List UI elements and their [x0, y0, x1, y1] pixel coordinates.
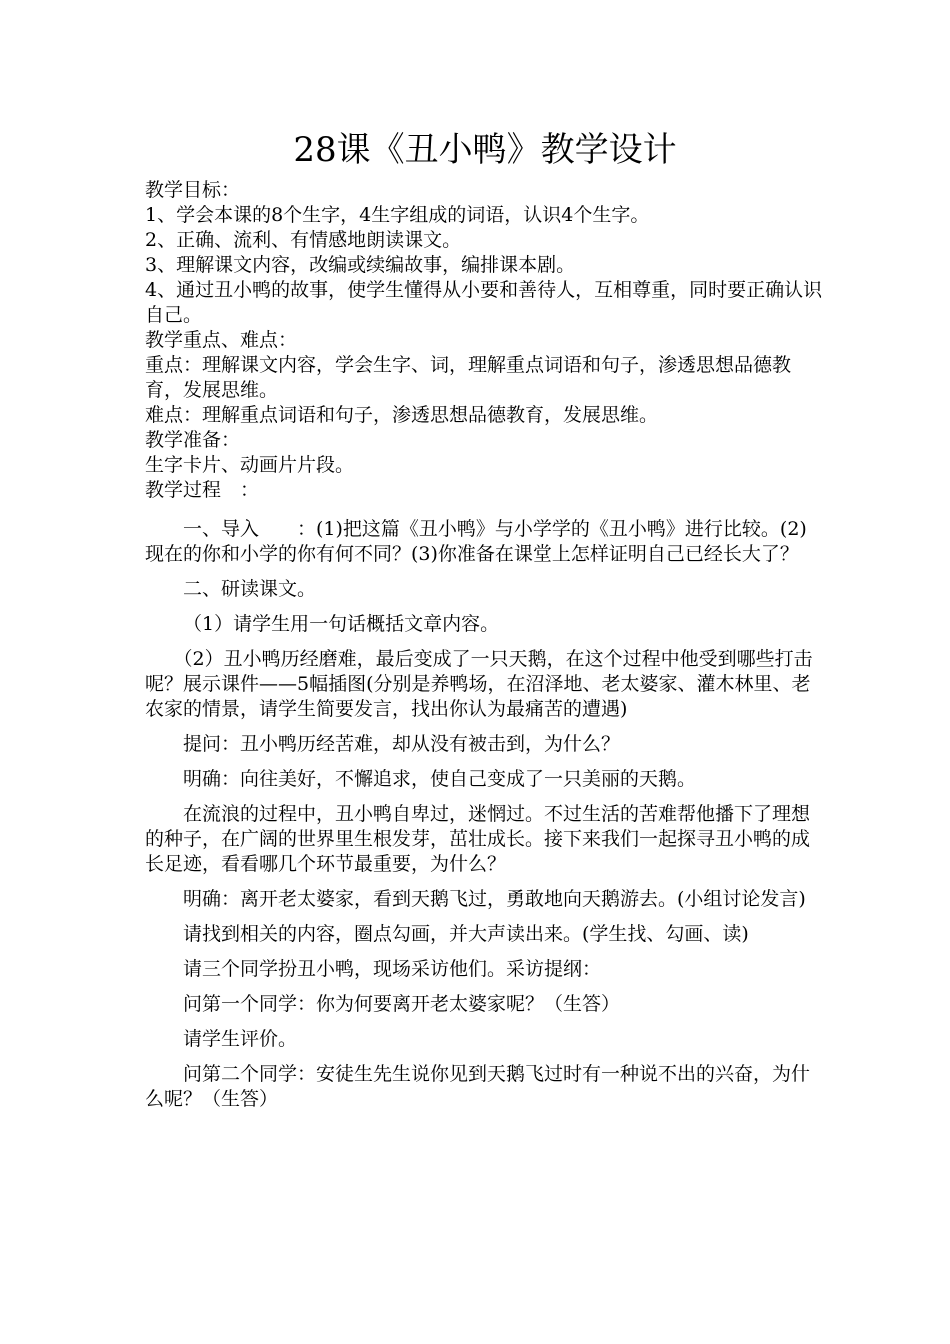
process-paragraph: （1）请学生用一句话概括文章内容。 [183, 613, 500, 635]
process-paragraph: 请学生评价。 [183, 1028, 298, 1050]
objective-item: 3、理解课文内容，改编或续编故事，编排课本剧。 [145, 254, 576, 276]
objectives-heading: 教学目标： [145, 179, 241, 201]
process-paragraph: 问第二个同学：安徒生先生说你见到天鹅飞过时有一种说不出的兴奋，为什么呢？（生答） [145, 1063, 811, 1110]
document-title: 28课《丑小鸭》教学设计 [293, 130, 677, 170]
prep-text: 生字卡片、动画片片段。 [145, 454, 355, 476]
prep-heading: 教学准备： [145, 429, 241, 451]
process-paragraph: 明确：向往美好，不懈追求，使自己变成了一只美丽的天鹅。 [183, 768, 697, 790]
document-page [145, 128, 825, 1112]
process-paragraph: 在流浪的过程中，丑小鸭自卑过，迷惘过。不过生活的苦难帮他播下了理想的种子，在广阔的世界里生根发芽，茁壮成长。接下来我们一起探寻丑小鸭的成长足迹，看看哪几个环节最重要，为什么？ [145, 803, 811, 875]
process-paragraph: 一、导入 ：(1)把这篇《丑小鸭》与小学学的《丑小鸭》进行比较。(2)现在的你和小学的你有何不同？(3)你准备在课堂上怎样证明自己已经长大了？ [145, 518, 807, 565]
keypoints-heading: 教学重点、难点： [145, 329, 298, 351]
objective-item: 2、正确、流利、有情感地朗读课文。 [145, 229, 462, 251]
objective-item: 1、学会本课的8个生字，4生字组成的词语，认识4个生字。 [145, 204, 650, 226]
difficulty-text: 难点：理解重点词语和句子，渗透思想品德教育，发展思维。 [145, 404, 659, 426]
process-paragraph: 问第一个同学：你为何要离开老太婆家呢？（生答） [183, 993, 621, 1015]
process-paragraph: （2）丑小鸭历经磨难，最后变成了一只天鹅，在这个过程中他受到哪些打击呢？展示课件——5幅插图(分别是养鸭场，在沼泽地、老太婆家、灌木林里、老农家的情景，请学生简要发言，找出你认为最痛苦的遭遇) [145, 648, 813, 720]
process-paragraph: 提问：丑小鸭历经苦难，却从没有被击到，为什么？ [183, 733, 621, 755]
process-heading: 教学过程 ： [145, 479, 260, 501]
process-paragraph: 请找到相关的内容，圈点勾画，并大声读出来。(学生找、勾画、读) [183, 923, 749, 945]
process-paragraph: 二、研读课文。 [183, 578, 317, 600]
objective-item: 4、通过丑小鸭的故事，使学生懂得从小要和善待人，互相尊重，同时要正确认识自己。 [145, 279, 823, 326]
process-paragraph: 请三个同学扮丑小鸭，现场采访他们。采访提纲： [183, 958, 602, 980]
keypoint-text: 重点：理解课文内容，学会生字、词，理解重点词语和句子，渗透思想品德教育，发展思维。 [145, 354, 792, 401]
process-paragraph: 明确：离开老太婆家，看到天鹅飞过，勇敢地向天鹅游去。(小组讨论发言) [183, 888, 806, 910]
